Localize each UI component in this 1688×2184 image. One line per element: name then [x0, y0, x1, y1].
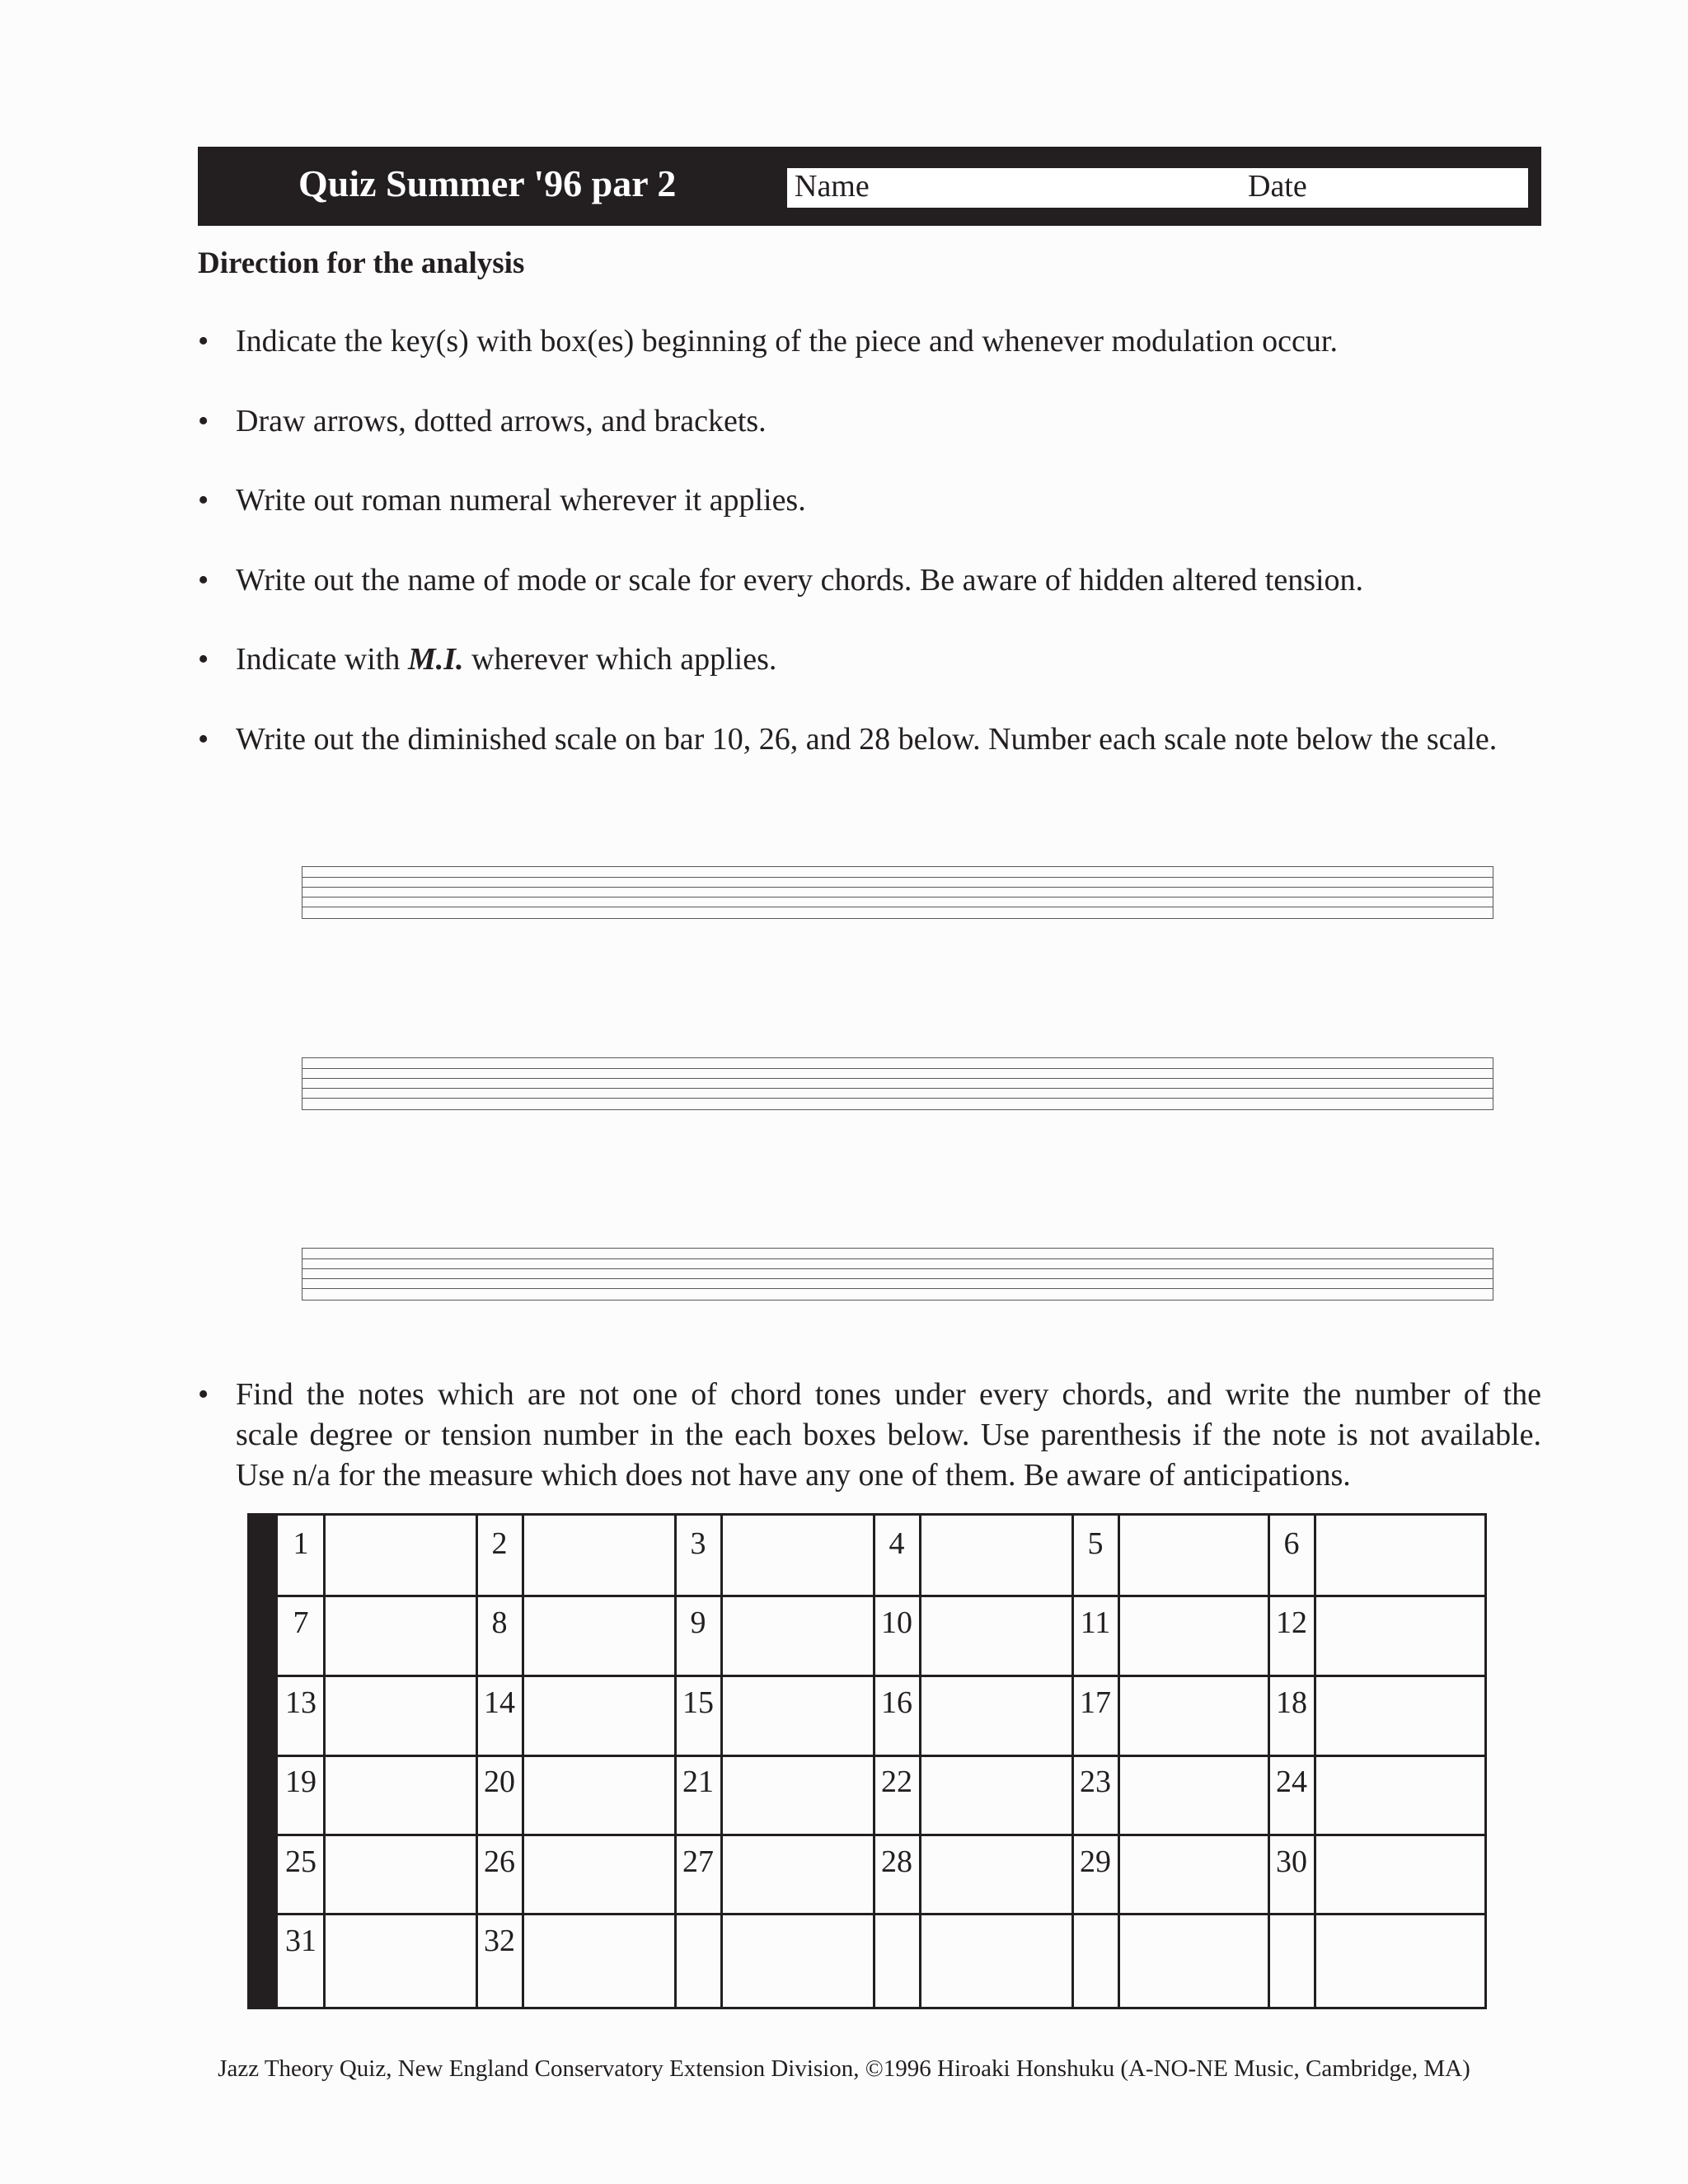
measure-number: 1 [293, 1526, 309, 1561]
bullet-icon: • [198, 722, 209, 757]
measure-number: 20 [484, 1765, 515, 1799]
measure-number: 11 [1080, 1605, 1111, 1640]
instruction-line: Find the notes which are not one of chord tones under every chords, and write the number of the [236, 1377, 1541, 1412]
bullet-icon: • [198, 324, 209, 359]
direction-roman-numeral: Write out roman numeral wherever it applies. [236, 483, 806, 518]
measure-number: 23 [1080, 1765, 1111, 1799]
measure-number: 14 [484, 1685, 515, 1720]
measure-number: 25 [285, 1844, 316, 1879]
mi-emphasis: M.I. [407, 642, 464, 677]
directions-heading: Direction for the analysis [198, 246, 525, 280]
measure-number: 29 [1080, 1844, 1111, 1879]
direction-mode-scale: Write out the name of mode or scale for every chords. Be aware of hidden altered tension. [236, 563, 1364, 598]
instruction-line: scale degree or tension number in the each boxes below. Use parenthesis if the note is not available. [236, 1418, 1541, 1452]
music-staff-bar-28[interactable] [302, 1248, 1493, 1301]
direction-modal-interchange [236, 641, 776, 677]
measure-number: 10 [881, 1605, 912, 1640]
measure-number: 13 [285, 1685, 316, 1720]
measure-number: 32 [484, 1924, 515, 1958]
bullet-icon: • [198, 642, 209, 677]
measure-number: 21 [682, 1765, 714, 1799]
measure-number: 12 [1276, 1605, 1307, 1640]
measure-number: 6 [1283, 1526, 1300, 1561]
measure-number: 22 [881, 1765, 912, 1799]
measure-number: 28 [881, 1844, 912, 1879]
measure-number: 17 [1080, 1685, 1111, 1720]
mi-text-before: Indicate with [236, 642, 408, 677]
bullet-icon: • [198, 404, 209, 438]
measure-number: 7 [293, 1605, 309, 1640]
direction-diminished-scale: Write out the diminished scale on bar 10, 26, and 28 below. Number each scale note below the scale. [236, 722, 1498, 757]
grid-side-bar [247, 1513, 275, 2009]
bullet-icon: • [198, 483, 209, 518]
bullet-icon: • [198, 1377, 209, 1412]
direction-non-chord-tones [236, 1375, 1541, 1496]
measure-number: 31 [285, 1924, 316, 1958]
measure-number: 5 [1087, 1526, 1104, 1561]
quiz-title: Quiz Summer '96 par 2 [298, 162, 677, 204]
measure-number: 3 [690, 1526, 706, 1561]
date-label: Date [1248, 169, 1307, 204]
measure-number: 8 [491, 1605, 508, 1640]
instruction-line: Use n/a for the measure which does not have any one of them. Be aware of anticipations. [236, 1458, 1351, 1493]
measure-number: 26 [484, 1844, 515, 1879]
direction-key-indication: Indicate the key(s) with box(es) beginning of the piece and whenever modulation occur. [236, 324, 1338, 359]
measure-number: 15 [682, 1685, 714, 1720]
measure-number: 2 [491, 1526, 508, 1561]
music-staff-bar-26[interactable] [302, 1057, 1493, 1110]
name-label: Name [795, 169, 870, 204]
copyright-footer: Jazz Theory Quiz, New England Conservatory Extension Division, ©1996 Hiroaki Honshuku (A-NO-NE Music, Cambridge, MA) [218, 2055, 1470, 2082]
answer-grid [275, 1513, 1487, 2009]
measure-number: 18 [1276, 1685, 1307, 1720]
bullet-icon: • [198, 563, 209, 598]
measure-number: 24 [1276, 1765, 1307, 1799]
music-staff-bar-10[interactable] [302, 866, 1493, 919]
measure-number: 16 [881, 1685, 912, 1720]
measure-number: 19 [285, 1765, 316, 1799]
measure-number: 27 [682, 1844, 714, 1879]
measure-number: 30 [1276, 1844, 1307, 1879]
name-date-field[interactable] [787, 168, 1528, 208]
mi-text-after: wherever which applies. [463, 642, 777, 677]
measure-number: 9 [690, 1605, 706, 1640]
direction-arrows: Draw arrows, dotted arrows, and brackets. [236, 404, 767, 438]
measure-number: 4 [889, 1526, 905, 1561]
